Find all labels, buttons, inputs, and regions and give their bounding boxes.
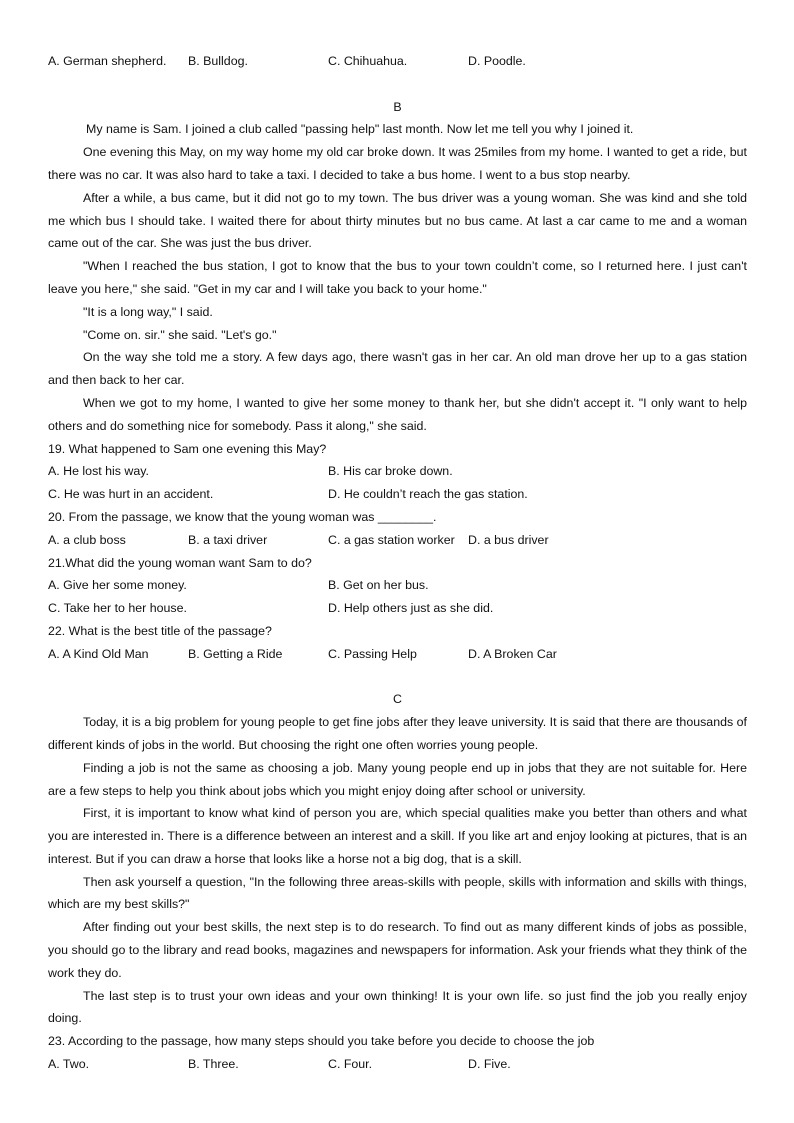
option-b: B. a taxi driver <box>188 532 268 547</box>
passage-c-paragraph: Today, it is a big problem for young people to get fine jobs after they leave university. It is said that there are thousands of different kinds of jobs in the world. But choosing the right one often worries young people. <box>48 715 747 752</box>
passage-b-paragraph: My name is Sam. I joined a club called "passing help" last month. Now let me tell you why I joined it. <box>86 122 634 137</box>
option-a: A. Two. <box>48 1057 90 1072</box>
question-22-options <box>48 643 747 666</box>
question-20-options <box>48 529 747 552</box>
option-c: C. He was hurt in an accident. <box>48 487 214 502</box>
passage-b-paragraph: On the way she told me a story. A few days ago, there wasn't gas in her car. An old man drove her up to a gas station and then back to her car. <box>48 350 747 388</box>
option-a: A. A Kind Old Man <box>48 646 149 661</box>
passage-b-paragraph: One evening this May, on my way home my old car broke down. It was 25miles from my home. I wanted to get a ride, but there was no car. It was also hard to take a taxi. I decided to take a bus home. I went to a bus stop nearby. <box>48 145 747 182</box>
passage-b-paragraph: "When I reached the bus station, I got to know that the bus to your town couldn’t come, so I returned here. I just can't leave you here," she said. "Get in my car and I will take you back to your home." <box>48 259 747 296</box>
section-b-heading: B <box>393 99 402 114</box>
option-a: A. German shepherd. <box>48 54 167 68</box>
option-a: A. a club boss <box>48 532 126 547</box>
question-21-stem: 21.What did the young woman want Sam to do? <box>48 555 312 570</box>
option-d: D. Help others just as she did. <box>328 601 494 616</box>
question-19-stem: 19. What happened to Sam one evening this May? <box>48 441 327 456</box>
passage-b-paragraph: "Come on. sir." she said. "Let's go." <box>83 327 277 342</box>
option-d: D. Five. <box>468 1057 511 1072</box>
passage-c-paragraph: Finding a job is not the same as choosing a job. Many young people end up in jobs that they are not suitable for. Here are a few steps to help you think about jobs which you might enjoy doing after school or university. <box>48 760 747 798</box>
option-c: C. a gas station worker <box>328 532 455 547</box>
option-c: C. Four. <box>328 1057 373 1072</box>
question-23-options <box>48 1053 747 1076</box>
option-d: D. a bus driver <box>468 532 549 547</box>
passage-b-paragraph: "It is a long way," I said. <box>83 304 213 319</box>
option-c: C. Passing Help <box>328 646 417 661</box>
option-b: B. Bulldog. <box>188 54 248 68</box>
option-a: A. He lost his way. <box>48 464 149 479</box>
question-21-options <box>48 574 747 597</box>
previous-question-options <box>48 50 747 73</box>
option-d: D. He couldn’t reach the gas station. <box>328 487 528 502</box>
option-c: C. Chihuahua. <box>328 54 408 68</box>
passage-c-paragraph: First, it is important to know what kind of person you are, which special qualities make you better than others and what you are interested in. There is a difference between an interest and a skill. If you like art and enjoy looking at pictures, that is an interest. But if you can draw a horse that looks like a horse not a big dog, that is a skill. <box>48 806 747 866</box>
question-20-stem: 20. From the passage, we know that the young woman was ________. <box>48 509 437 524</box>
question-22-stem: 22. What is the best title of the passage? <box>48 623 272 638</box>
passage-c-paragraph: Then ask yourself a question, "In the following three areas-skills with people, skills with information and skills with things, which are my best skills?" <box>48 874 747 912</box>
passage-b-paragraph: After a while, a bus came, but it did not go to my town. The bus driver was a young woman. She was kind and she told me which bus I should take. I waited there for about thirty minutes but no bus came. At last a car came to me and a woman came out of the car. She was just the bus driver. <box>48 190 747 251</box>
question-19-options <box>48 460 747 483</box>
option-a: A. Give her some money. <box>48 578 187 593</box>
passage-b-paragraph: When we got to my home, I wanted to give her some money to thank her, but she didn't accept it. "I only want to help others and do something nice for somebody. Pass it along," she said. <box>48 395 747 433</box>
worksheet-page <box>48 50 747 1076</box>
question-19-options <box>48 483 747 506</box>
option-b: B. Getting a Ride <box>188 646 283 661</box>
passage-c-paragraph: The last step is to trust your own ideas and your own thinking! It is your own life. so just find the job you really enjoy doing. <box>48 988 747 1026</box>
option-b: B. Three. <box>188 1057 239 1072</box>
section-c-heading: C <box>393 692 402 707</box>
option-d: D. A Broken Car <box>468 646 557 661</box>
option-b: B. His car broke down. <box>328 464 453 479</box>
option-b: B. Get on her bus. <box>328 578 429 593</box>
option-d: D. Poodle. <box>468 54 526 68</box>
option-c: C. Take her to her house. <box>48 601 187 616</box>
question-23-stem: 23. According to the passage, how many steps should you take before you decide to choose the job <box>48 1034 595 1049</box>
question-21-options <box>48 597 747 620</box>
passage-c-paragraph: After finding out your best skills, the next step is to do research. To find out as many different kinds of jobs as possible, you should go to the library and read books, magazines and newspapers for information. Ask your friends what they think of the work they do. <box>48 920 747 980</box>
